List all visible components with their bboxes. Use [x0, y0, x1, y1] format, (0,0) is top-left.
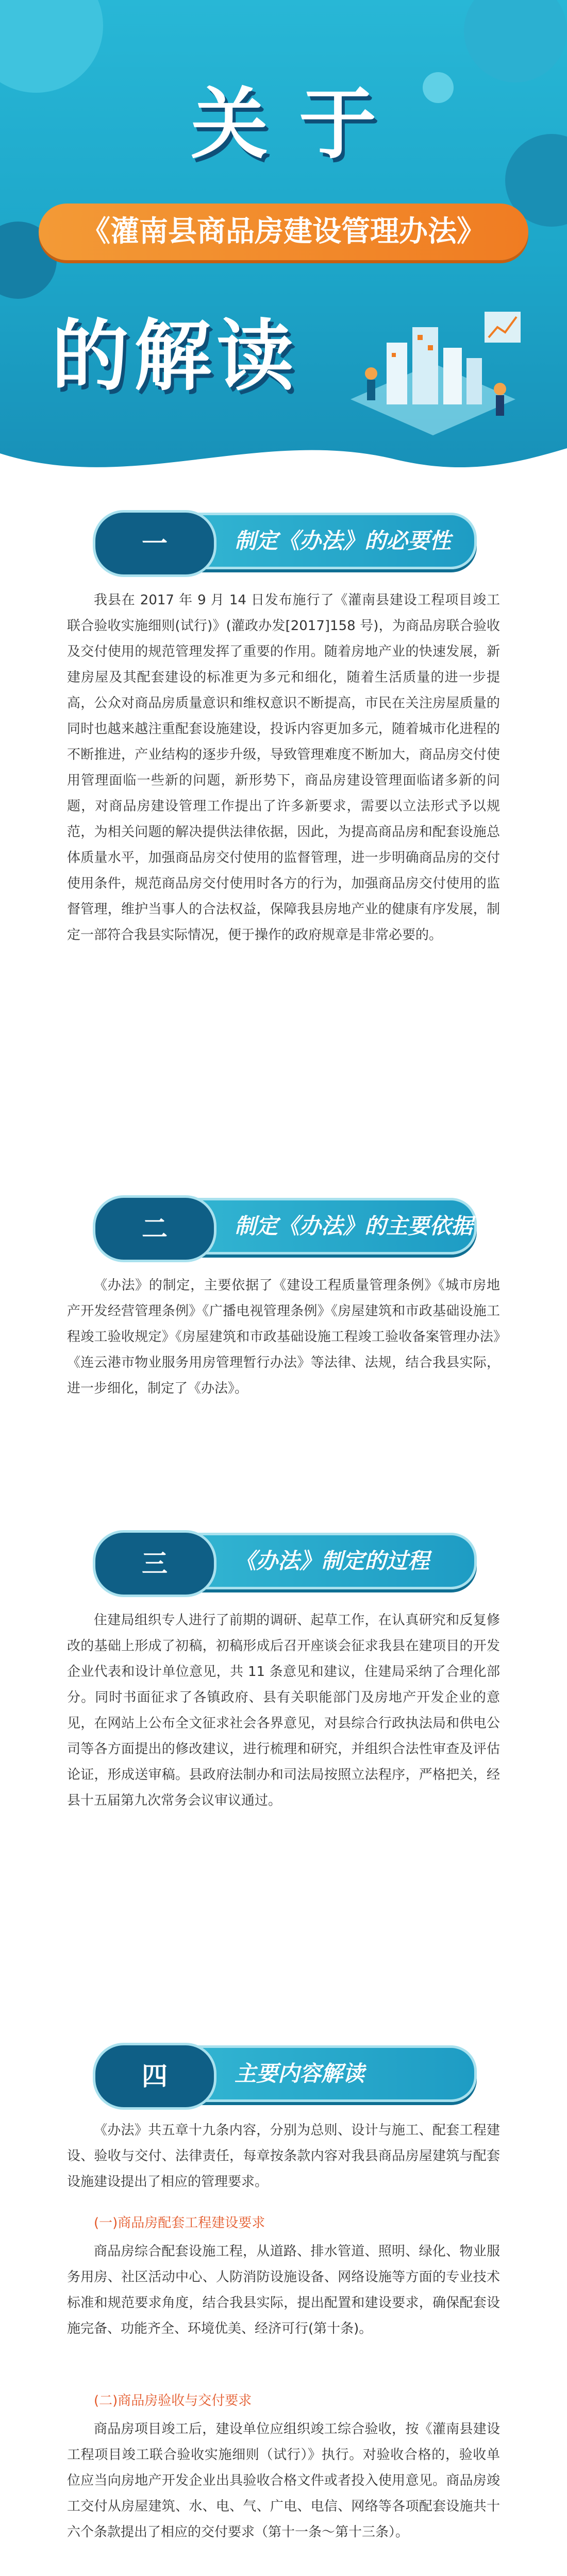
section-2-paragraph: 《办法》的制定，主要依据了《建设工程质量管理条例》《城市房地产开发经营管理条例》《广播电视管理条例》《房屋建筑和市政基础设施工程竣工验收规定》《房屋建筑和市政基础设施工程竣工验收备案管理办法》《连云港市物业服务用房管理暂行办法》等法律、法规，结合我县实际，进一步细化，制定了《办法》。: [67, 1278, 500, 1396]
title-top: 关于: [190, 80, 407, 170]
header-banner: [0, 0, 567, 474]
title-bottom: 的解读: [52, 312, 299, 401]
section-1-header: [95, 513, 477, 569]
section-3-title: 《办法》制定的过程: [235, 1548, 430, 1573]
title-pill: [39, 204, 528, 260]
header-wave: [0, 417, 567, 474]
section-2-header: [95, 1198, 477, 1255]
section-2-number: 二: [93, 1195, 216, 1262]
section-4-subheading-1: (一)商品房配套工程建设要求: [94, 2215, 265, 2231]
section-4-intro: 《办法》共五章十九条内容，分别为总则、设计与施工、配套工程建设、验收与交付、法律责任，每章按条款内容对我县商品房屋建筑与配套设施建设提出了相应的管理要求。: [67, 2123, 500, 2190]
title-middle: 《灌南县商品房建设管理办法》: [81, 215, 486, 248]
section-3-paragraph: 住建局组织专人进行了前期的调研、起草工作，在认真研究和反复修改的基础上形成了初稿，初稿形成后召开座谈会征求我县在建项目的开发企业代表和设计单位意见，共 11 条意见和建议，住建局采纳了合理化部分。同时书面征求了各镇政府、县有关职能部门及房地产开发企业的意见，在网站上公布全文征求社会各界意见，对县综合行政执法局和供电公司等各方面提出的修改建议，进行梳理和研究，并组织合法性审查及评估论证，形成送审稿。县政府法制办和司法局按照立法程序，严格把关，经县十五届第九次常务会议审议通过。: [67, 1613, 500, 1808]
section-1-title: 制定《办法》的必要性: [235, 528, 452, 553]
section-4-subtext-1: 商品房综合配套设施工程，从道路、排水管道、照明、绿化、物业服务用房、社区活动中心、人防消防设施设备、网络设施等方面的专业技术标准和规范要求角度，结合我县实际，提出配置和建设要求，确保配套设施完备、功能齐全、环境优美、经济可行(第十条)。: [67, 2244, 500, 2336]
section-2-title: 制定《办法》的主要依据: [235, 1213, 473, 1239]
section-4-subheading-2: (二)商品房验收与交付要求: [94, 2393, 252, 2409]
section-3-header: [95, 1533, 477, 1589]
section-1-number: 一: [93, 510, 216, 577]
section-4-subtext-2: 商品房项目竣工后，建设单位应组织竣工综合验收，按《灌南县建设工程项目竣工联合验收实施细则（试行）》执行。对验收合格的，验收单位应当向房地产开发企业出具验收合格文件或者投入使用意见。商品房竣工交付从房屋建筑、水、电、气、广电、电信、网络等各项配套设施共十六个条款提出了相应的交付要求（第十一条～第十三条）。: [67, 2421, 500, 2540]
section-4-header: [95, 2045, 477, 2102]
section-4-title: 主要内容解读: [235, 2061, 365, 2086]
section-4-number: 四: [93, 2043, 216, 2110]
section-3-number: 三: [93, 1530, 216, 1597]
section-1-paragraph: 我县在 2017 年 9 月 14 日发布施行了《灌南县建设工程项目竣工联合验收实施细则(试行)》(灌政办发[2017]158 号)，为商品房联合验收及交付使用的规范管理发挥了重要的作用。随着房地产业的快速发展，新建房屋及其配套建设的标准更为多元和细化，随着生活质量的进一步提高，公众对商品房质量意识和维权意识不断提高，市民在关注房屋质量的同时也越来越注重配套设施建设，投诉内容更加多元，随着城市化进程的不断推进，产业结构的逐步升级，导致管理难度不断加大，商品房交付使用管理面临一些新的问题，新形势下，商品房建设管理面临诸多新的问题，对商品房建设管理工作提出了许多新要求，需要以立法形式予以规范，为相关问题的解决提供法律依据，因此，为提高商品房和配套设施总体质量水平，加强商品房交付使用的监督管理，进一步明确商品房的交付使用条件，规范商品房交付使用时各方的行为，加强商品房交付使用的监督管理，维护当事人的合法权益，保障我县房地产业的健康有序发展，制定一部符合我县实际情况，便于操作的政府规章是非常必要的。: [67, 592, 500, 943]
